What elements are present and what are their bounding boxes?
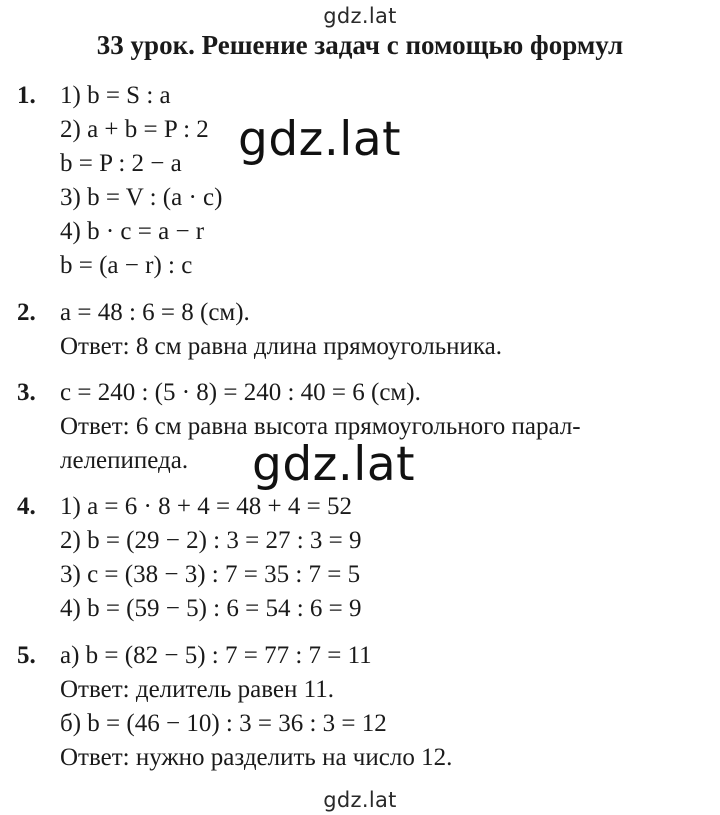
problem-5-line-4: Ответ: нужно разделить на число 12.: [60, 744, 453, 771]
problem-1-number: 1.: [17, 82, 36, 109]
problem-4-number: 4.: [17, 493, 36, 520]
problem-4-line-1: 1) a = 6 · 8 + 4 = 48 + 4 = 52: [60, 493, 352, 520]
watermark-bottom: gdz.lat: [323, 788, 397, 812]
problem-2-line-1: a = 48 : 6 = 8 (см).: [60, 299, 250, 326]
problem-4-line-3: 3) c = (38 − 3) : 7 = 35 : 7 = 5: [60, 561, 361, 588]
problem-3-line-2: Ответ: 6 см равна высота прямоугольного парал-: [60, 413, 581, 440]
problem-5-line-1: а) b = (82 − 5) : 7 = 77 : 7 = 11: [60, 642, 372, 669]
problem-1-line-4: 3) b = V : (a · c): [60, 184, 223, 211]
problem-1-line-1: 1) b = S : a: [60, 82, 171, 109]
problem-1-line-2: 2) a + b = P : 2: [60, 116, 209, 143]
problem-3-number: 3.: [17, 379, 36, 406]
problem-5-line-3: б) b = (46 − 10) : 3 = 36 : 3 = 12: [60, 710, 387, 737]
problem-2-number: 2.: [17, 299, 36, 326]
watermark-top: gdz.lat: [323, 4, 397, 28]
problem-5-number: 5.: [17, 642, 36, 669]
watermark-big-1: gdz.lat: [238, 112, 402, 167]
problem-3-line-3: лелепипеда.: [60, 447, 189, 474]
problem-4-line-4: 4) b = (59 − 5) : 6 = 54 : 6 = 9: [60, 595, 362, 622]
problem-3-line-1: c = 240 : (5 · 8) = 240 : 40 = 6 (см).: [60, 379, 421, 406]
watermark-big-2: gdz.lat: [252, 437, 416, 492]
problem-2-line-2: Ответ: 8 см равна длина прямоугольника.: [60, 333, 502, 360]
problem-1-line-3: b = P : 2 − a: [60, 150, 182, 177]
problem-1-line-5: 4) b · c = a − r: [60, 218, 205, 245]
problem-5-line-2: Ответ: делитель равен 11.: [60, 676, 334, 703]
page-title: 33 урок. Решение задач с помощью формул: [96, 30, 624, 60]
problem-1-line-6: b = (a − r) : c: [60, 252, 193, 279]
problem-4-line-2: 2) b = (29 − 2) : 3 = 27 : 3 = 9: [60, 527, 362, 554]
